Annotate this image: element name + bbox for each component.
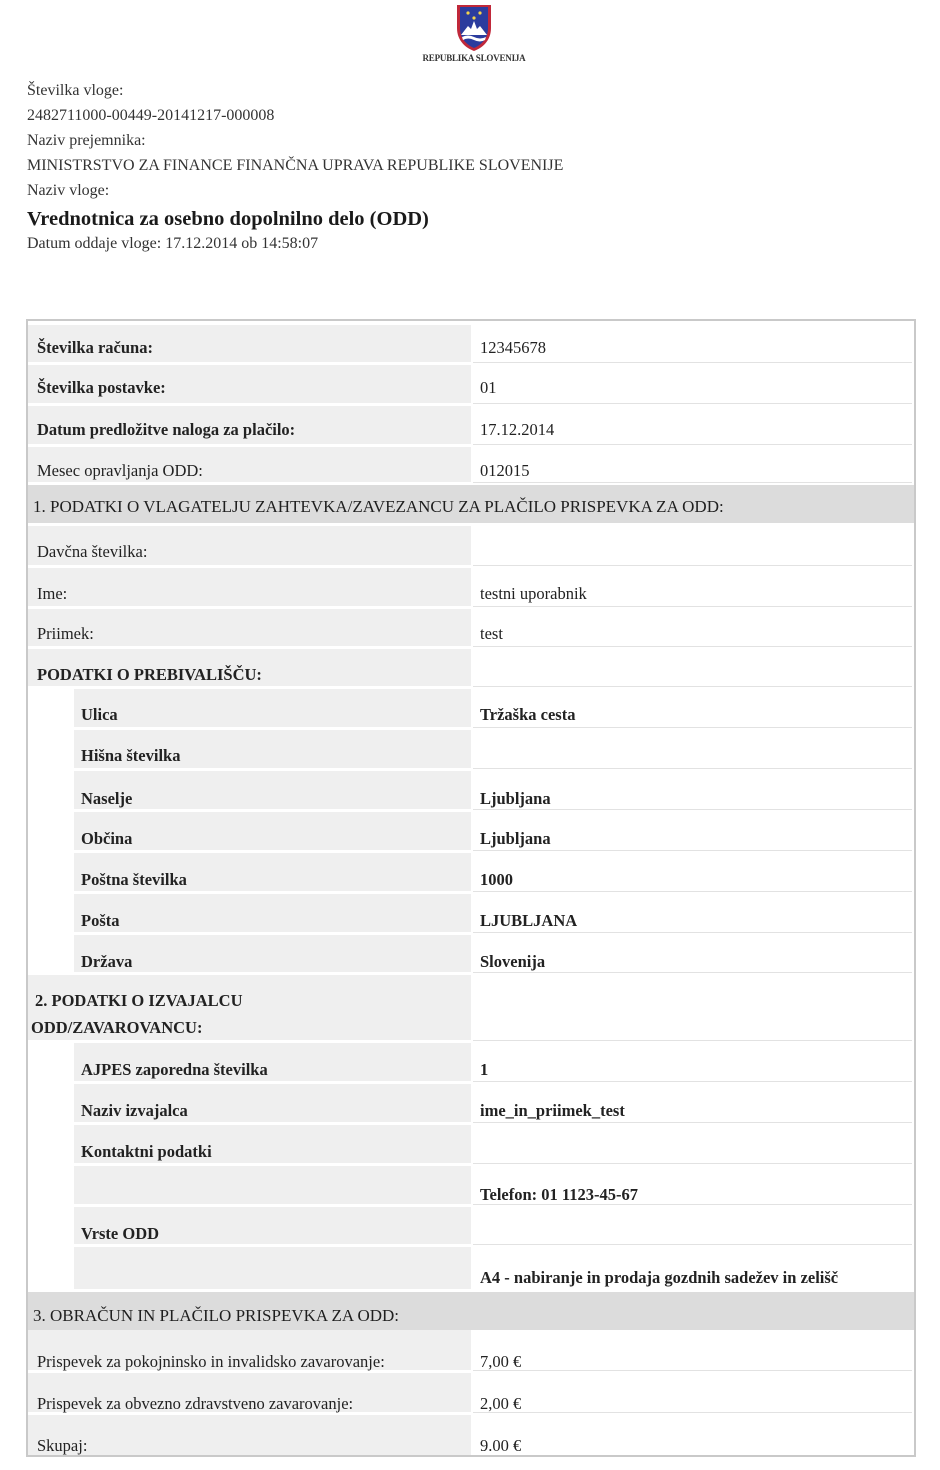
row-odd-type	[28, 1247, 914, 1292]
label: Poštna številka	[81, 870, 187, 889]
residence-title: PODATKI O PREBIVALIŠČU:	[37, 665, 262, 684]
row-ajpes-number	[28, 1043, 914, 1084]
row-first-name	[28, 568, 914, 609]
value: 012015	[480, 461, 530, 480]
value: Tržaška cesta	[480, 705, 576, 724]
row-total	[28, 1415, 914, 1455]
row-last-name	[28, 609, 914, 649]
value: 12345678	[480, 338, 546, 357]
value: LJUBLJANA	[480, 911, 578, 930]
value: 7,00 €	[480, 1352, 522, 1371]
value: Ljubljana	[480, 789, 551, 808]
total-value: 9.00 €	[480, 1436, 522, 1455]
row-phone	[28, 1166, 914, 1207]
value: testni uporabnik	[480, 584, 587, 603]
odd-type-value: A4 - nabiranje in prodaja gozdnih sadežev in zelišč	[480, 1268, 839, 1287]
row-invoice-number	[28, 325, 914, 365]
row-contact-heading	[28, 1125, 914, 1166]
label: Ime:	[37, 584, 68, 603]
row-health-contribution	[28, 1373, 914, 1415]
row-postal-code	[28, 853, 914, 894]
row-street	[28, 689, 914, 730]
phone-value: Telefon: 01 1123-45-67	[480, 1185, 638, 1204]
form-table	[26, 319, 916, 1457]
crest-caption: REPUBLIKA SLOVENIJA	[422, 53, 526, 63]
label: Prispevek za obvezno zdravstveno zavarovanje:	[37, 1394, 354, 1413]
document-title: Vrednotnica za osebno dopolnilno delo (ODD)	[27, 208, 429, 230]
label: Skupaj:	[37, 1436, 88, 1455]
value: 2,00 €	[480, 1394, 522, 1413]
label: Prispevek za pokojninsko in invalidsko zavarovanje:	[37, 1352, 385, 1371]
value: Slovenija	[480, 952, 546, 971]
section-1-header	[28, 485, 914, 523]
section-2-header	[28, 975, 914, 1043]
row-settlement	[28, 771, 914, 812]
value: 01	[480, 378, 497, 397]
label: Država	[81, 952, 133, 971]
row-odd-month	[28, 447, 914, 485]
recipient-label: Naziv prejemnika:	[27, 132, 146, 149]
value: 1	[480, 1060, 489, 1079]
application-name-label: Naziv vloge:	[27, 182, 110, 199]
application-number-label: Številka vloge:	[27, 82, 124, 99]
label: Hišna številka	[81, 746, 181, 765]
row-provider-name	[28, 1084, 914, 1125]
value: test	[480, 624, 503, 643]
label: Kontaktni podatki	[81, 1142, 212, 1161]
submission-date: Datum oddaje vloge: 17.12.2014 ob 14:58:07	[27, 235, 319, 252]
value: Ljubljana	[480, 829, 551, 848]
label: Ulica	[81, 705, 118, 724]
label: AJPES zaporedna številka	[81, 1060, 268, 1079]
row-residence-heading	[28, 649, 914, 689]
recipient: MINISTRSTVO ZA FINANCE FINANČNA UPRAVA REPUBLIKE SLOVENIJE	[27, 157, 564, 174]
value: 17.12.2014	[480, 420, 555, 439]
section-3-title: 3. OBRAČUN IN PLAČILO PRISPEVKA ZA ODD:	[33, 1306, 400, 1325]
label: Naselje	[81, 789, 133, 808]
section-3-header	[28, 1292, 914, 1330]
label: Davčna številka:	[37, 542, 148, 561]
label: Pošta	[81, 911, 120, 930]
value: ime_in_priimek_test	[480, 1101, 625, 1120]
section-2-title-line1: 2. PODATKI O IZVAJALCU	[35, 991, 243, 1010]
label: Datum predložitve naloga za plačilo:	[37, 420, 296, 439]
value: 1000	[480, 870, 513, 889]
row-payment-order-date	[28, 406, 914, 447]
document-header	[27, 78, 907, 254]
label: Številka postavke:	[37, 378, 166, 397]
label: Občina	[81, 829, 133, 848]
label: Priimek:	[37, 624, 94, 643]
row-post-office	[28, 894, 914, 935]
coat-of-arms-icon	[454, 2, 494, 52]
section-1-title: 1. PODATKI O VLAGATELJU ZAHTEVKA/ZAVEZANCU ZA PLAČILO PRISPEVKA ZA ODD:	[33, 497, 724, 516]
label: Mesec opravljanja ODD:	[37, 461, 203, 480]
row-house-number	[28, 730, 914, 771]
row-odd-types-heading	[28, 1207, 914, 1247]
section-2-title-line2: ODD/ZAVAROVANCU:	[31, 1018, 203, 1037]
row-pension-contribution	[28, 1330, 914, 1373]
label: Vrste ODD	[81, 1224, 160, 1243]
row-municipality	[28, 812, 914, 853]
label: Naziv izvajalca	[81, 1101, 188, 1120]
label: Številka računa:	[37, 338, 153, 357]
republic-crest	[414, 2, 534, 63]
row-country	[28, 935, 914, 975]
row-tax-number	[28, 526, 914, 568]
application-number: 2482711000-00449-20141217-000008	[27, 107, 275, 124]
row-item-number	[28, 365, 914, 406]
